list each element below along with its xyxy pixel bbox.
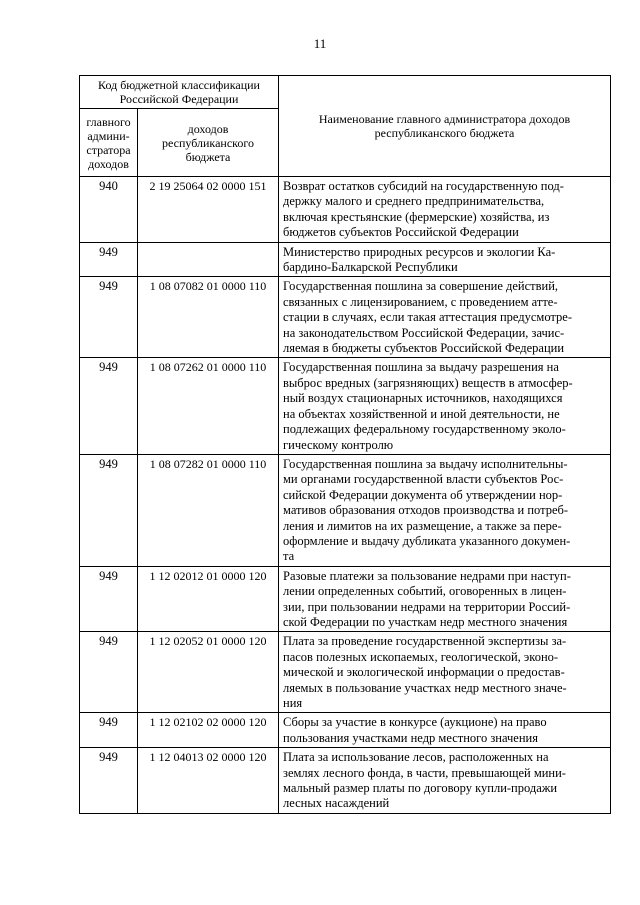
- name-line: подлежащих федеральному государственному эколо-: [283, 422, 566, 437]
- income-code-cell: 1 08 07262 01 0000 110: [138, 358, 279, 454]
- name-line: Государственная пошлина за выдачу исполнительны-: [283, 456, 568, 471]
- name-line: Плата за использование лесов, расположенных на: [283, 750, 549, 765]
- admin-code-cell: 940: [80, 177, 138, 243]
- name-line: ния: [283, 696, 303, 710]
- admin-code-cell: 949: [80, 713, 138, 748]
- admin-code-cell: 949: [80, 454, 138, 566]
- header-name-line: республиканского бюджета: [374, 126, 515, 140]
- name-line: та: [283, 549, 295, 564]
- name-line: на объектах хозяйственной и иной деятельности, не: [283, 406, 560, 421]
- table-row: [80, 242, 611, 277]
- income-code-cell: [138, 242, 279, 277]
- header-group-line: Российской Федерации: [119, 92, 239, 106]
- income-name-cell: [279, 566, 611, 632]
- table-header: [80, 76, 611, 177]
- admin-code-cell: 949: [80, 358, 138, 454]
- admin-code-cell: 949: [80, 242, 138, 277]
- name-line: ляемых в пользование участках недр местного значе-: [283, 680, 567, 695]
- name-line: стации в случаях, если такая аттестация предусмотре-: [283, 310, 573, 325]
- name-line: лении определенных событий, оговоренных в лицен-: [283, 584, 567, 599]
- name-line: лесных насаждений: [283, 796, 390, 811]
- header-admin-line: доходов: [88, 156, 129, 171]
- budget-classification-table: [79, 75, 611, 814]
- admin-code-cell: 949: [80, 566, 138, 632]
- name-line: мической и экологической информации о предостав-: [283, 665, 565, 680]
- name-line: ления и лимитов на их размещение, а также за пере-: [283, 518, 562, 533]
- name-line: пасов полезных ископаемых, геологической, эконо-: [283, 649, 559, 664]
- income-code-cell: 2 19 25064 02 0000 151: [138, 177, 279, 243]
- name-line: бардино-Балкарской Республики: [283, 260, 458, 275]
- header-income-line: бюджета: [185, 149, 231, 164]
- header-admin-line: главного: [86, 114, 131, 129]
- name-line: землях лесного фонда, в части, превышающей мини-: [283, 765, 566, 780]
- income-code-cell: 1 12 02012 01 0000 120: [138, 566, 279, 632]
- income-code-cell: 1 08 07082 01 0000 110: [138, 277, 279, 358]
- page-number: 11: [313, 36, 327, 51]
- table-row: [80, 632, 611, 713]
- table-row: [80, 566, 611, 632]
- name-line: ской Федерации по участкам недр местного значения: [283, 614, 568, 629]
- header-classification-group: [80, 76, 279, 109]
- name-line: бюджетов субъектов Российской Федерации: [283, 225, 519, 240]
- name-line: мативов образования отходов производства и потреб-: [283, 503, 569, 518]
- income-name-cell: [279, 242, 611, 277]
- admin-code-cell: 949: [80, 632, 138, 713]
- name-line: сийской Федерации документа об утверждении нор-: [283, 487, 563, 502]
- header-income-line: доходов: [187, 121, 229, 136]
- income-name-cell: [279, 454, 611, 566]
- name-line: включая крестьянские (фермерские) хозяйства, из: [283, 209, 550, 224]
- name-line: пользования участками недр местного значения: [283, 730, 538, 745]
- income-name-cell: [279, 632, 611, 713]
- name-line: зии, при пользовании недрами на территории Россий-: [283, 599, 571, 614]
- name-line: Министерство природных ресурсов и экологии Ка-: [283, 244, 556, 259]
- name-line: Государственная пошлина за выдачу разрешения на: [283, 360, 559, 375]
- name-line: связанных с лицензированием, с проведением атте-: [283, 294, 558, 309]
- name-line: ляемая в бюджеты субъектов Российской Федерации: [283, 341, 565, 356]
- name-line: Разовые платежи за пользование недрами при наступ-: [283, 568, 571, 583]
- name-line: мальный размер платы по договору купли-продажи: [283, 781, 558, 796]
- header-income-line: республиканского: [162, 135, 254, 150]
- income-name-cell: [279, 748, 611, 814]
- income-name-cell: [279, 177, 611, 243]
- header-group-line: Код бюджетной классификации: [98, 78, 260, 92]
- admin-code-cell: 949: [80, 277, 138, 358]
- income-name-cell: [279, 713, 611, 748]
- table-row: [80, 713, 611, 748]
- admin-code-cell: 949: [80, 748, 138, 814]
- income-code-cell: 1 08 07282 01 0000 110: [138, 454, 279, 566]
- name-line: держку малого и среднего предпринимательства,: [283, 194, 545, 209]
- name-line: Плата за проведение государственной экспертизы за-: [283, 634, 567, 649]
- table-row: [80, 748, 611, 814]
- name-line: выброс вредных (загрязняющих) веществ в атмосфер-: [283, 375, 573, 390]
- name-line: Возврат остатков субсидий на государственную под-: [283, 179, 564, 193]
- name-line: оформление и выдачу дубликата указанного докумен-: [283, 533, 571, 548]
- income-code-cell: 1 12 02102 02 0000 120: [138, 713, 279, 748]
- table-row: [80, 277, 611, 358]
- header-name-line: Наименование главного администратора доходов: [318, 112, 571, 126]
- income-name-cell: [279, 277, 611, 358]
- table-row: [80, 358, 611, 454]
- header-admin-line: админи-: [87, 128, 130, 143]
- income-code-cell: 1 12 02052 01 0000 120: [138, 632, 279, 713]
- name-line: ми органами государственной власти субъектов Рос-: [283, 472, 564, 487]
- income-name-cell: [279, 358, 611, 454]
- name-line: на законодательством Российской Федерации, зачис-: [283, 325, 565, 340]
- income-code-cell: 1 12 04013 02 0000 120: [138, 748, 279, 814]
- name-line: гическому контролю: [283, 437, 394, 452]
- header-income-code: [138, 109, 279, 177]
- table-row: [80, 454, 611, 566]
- header-chief-administrator: [80, 109, 138, 177]
- name-line: ный воздух стационарных источников, находящихся: [283, 391, 563, 406]
- name-line: Сборы за участие в конкурсе (аукционе) на право: [283, 715, 547, 730]
- header-admin-line: стратора: [86, 142, 131, 157]
- name-line: Государственная пошлина за совершение действий,: [283, 279, 559, 294]
- table-body: [80, 177, 611, 814]
- table-row: [80, 177, 611, 243]
- header-administrator-name: [279, 76, 611, 177]
